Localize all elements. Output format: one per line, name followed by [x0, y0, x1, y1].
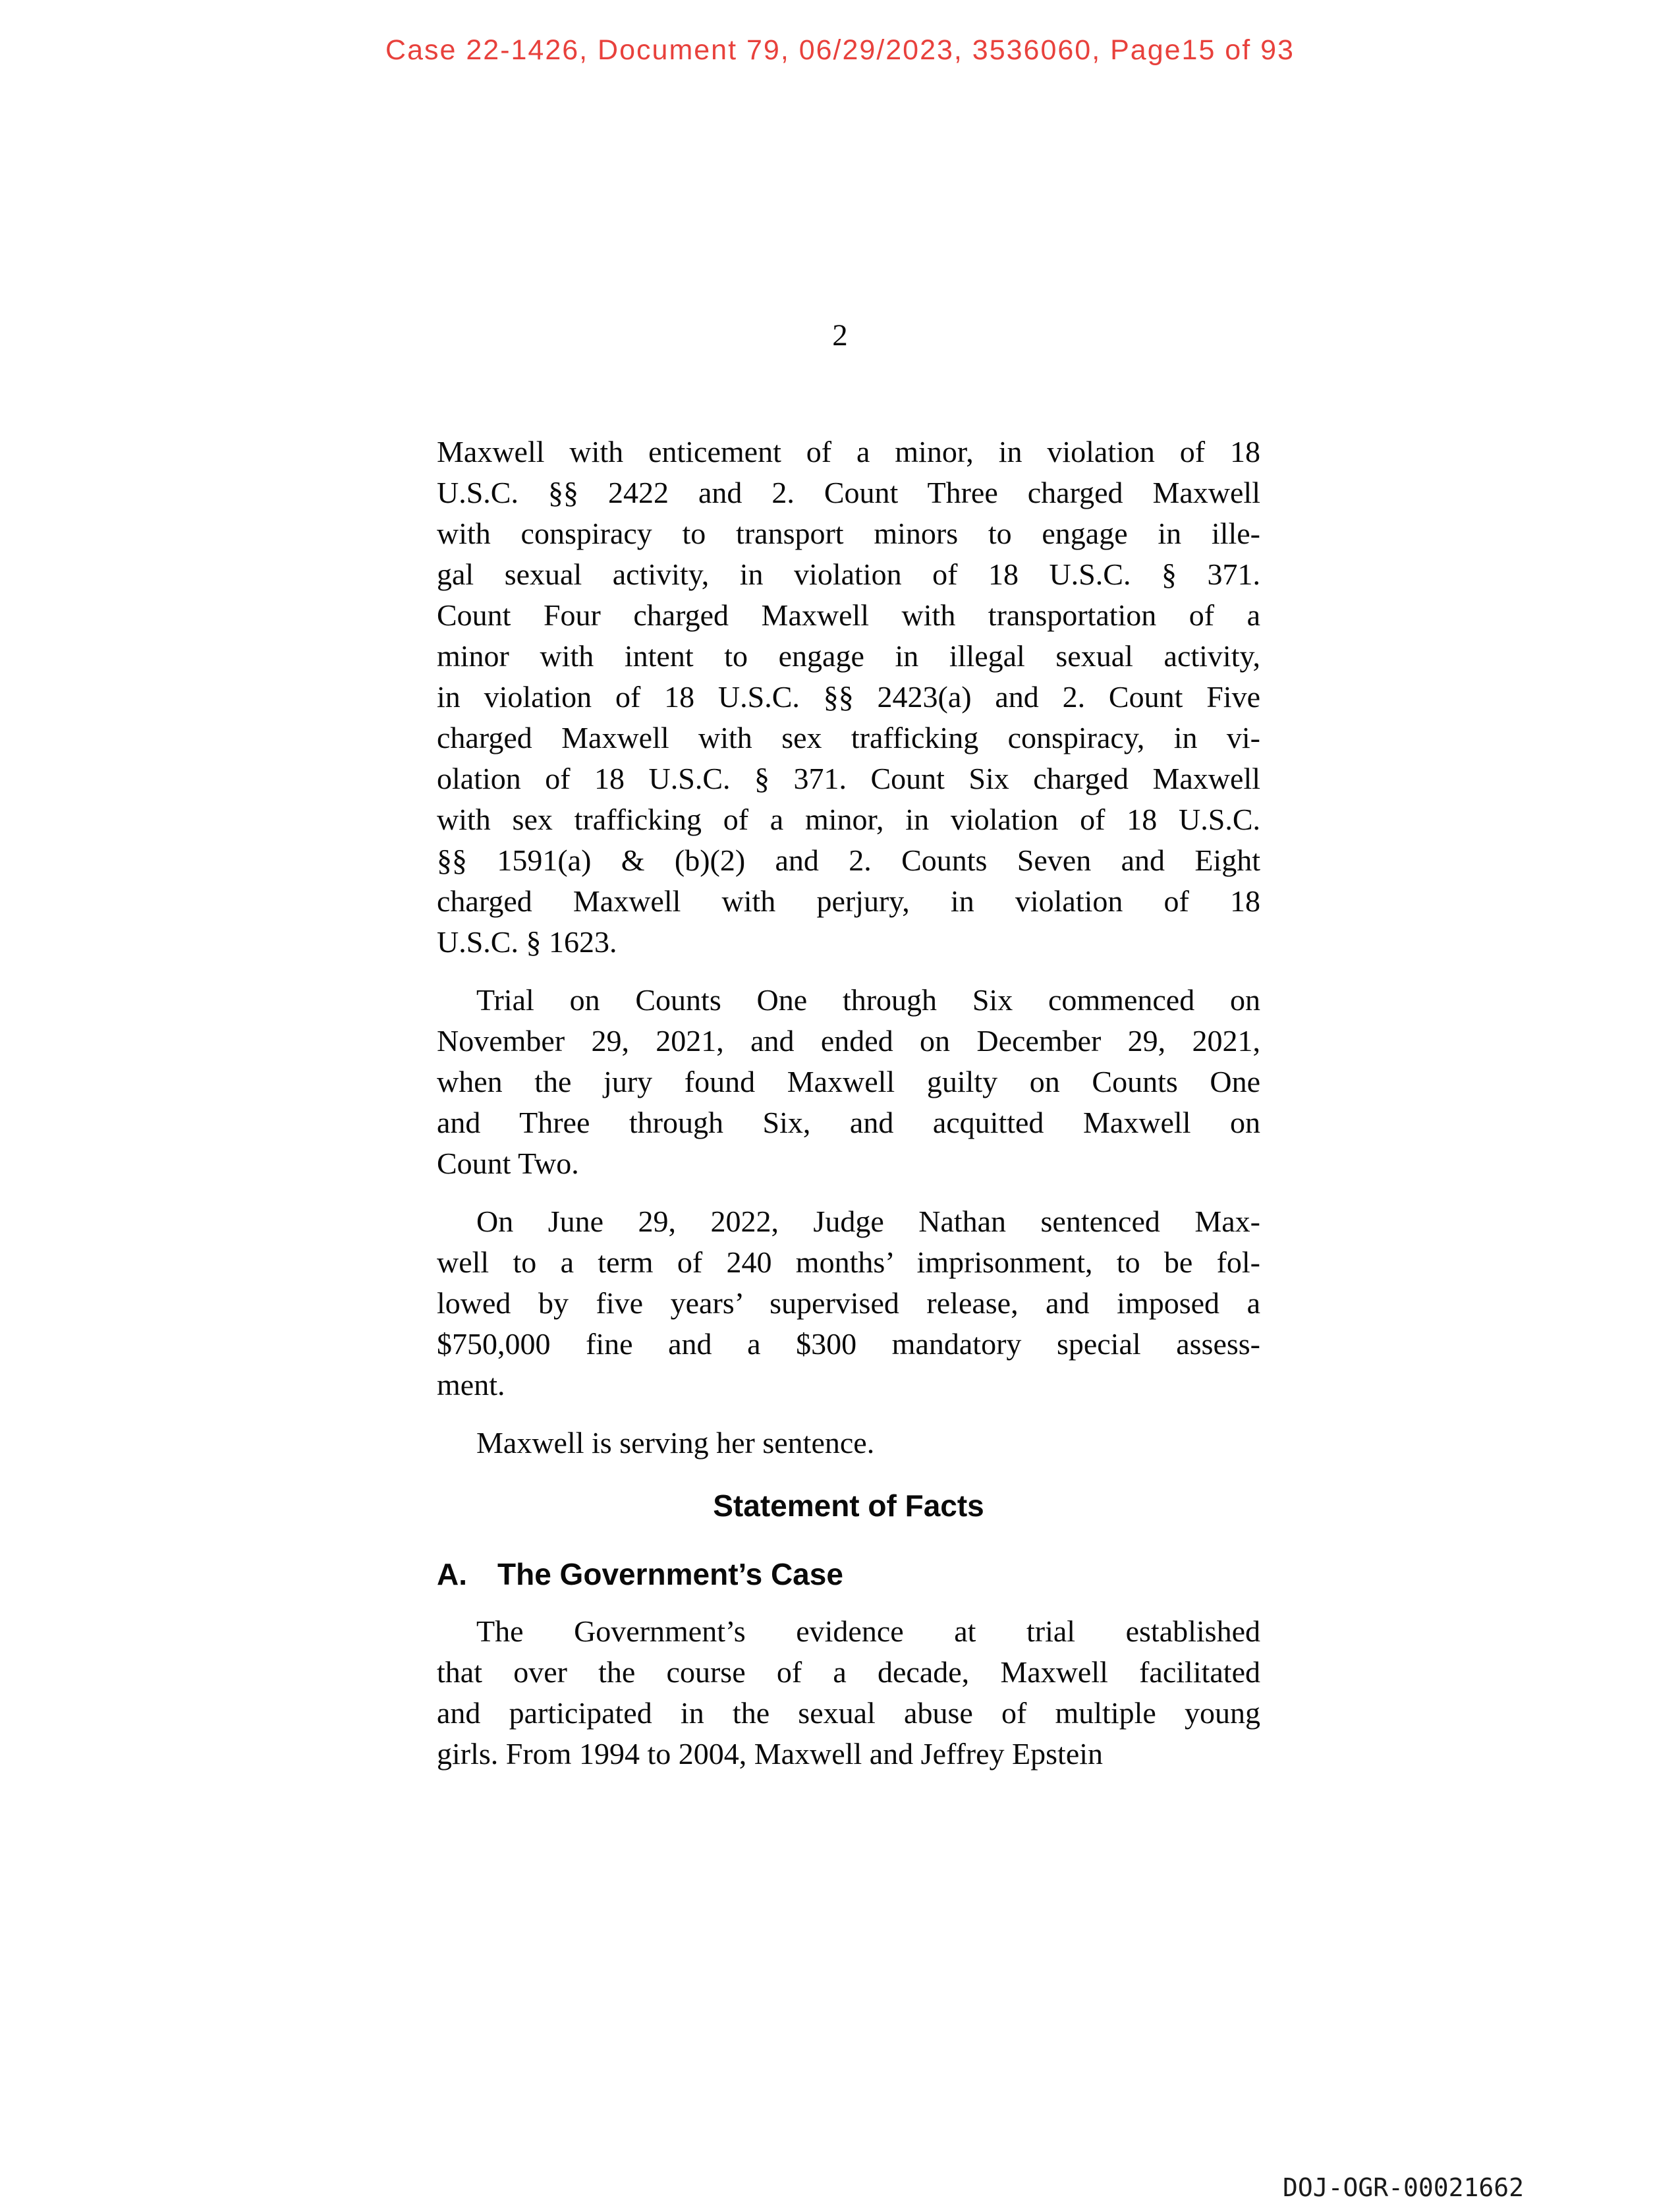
case-header-stamp: Case 22-1426, Document 79, 06/29/2023, 3536060, Page15 of 93 [385, 34, 1295, 66]
text-line: when the jury found Maxwell guilty on Counts One [437, 1065, 1260, 1098]
text-line: The Government’s evidence at trial established [476, 1614, 1260, 1648]
text-line: Maxwell is serving her sentence. [476, 1426, 875, 1460]
subsection-heading-governments-case [437, 1556, 1260, 1593]
paragraph-serving-sentence [437, 1423, 1260, 1463]
subsection-title: The Government’s Case [497, 1557, 843, 1591]
text-line: well to a term of 240 months’ imprisonment, to be fol- [437, 1245, 1260, 1279]
text-line: minor with intent to engage in illegal sexual activity, [437, 639, 1260, 673]
text-line: and Three through Six, and acquitted Maxwell on [437, 1106, 1260, 1139]
text-line: with conspiracy to transport minors to engage in ille- [437, 517, 1260, 550]
paragraph-trial-verdict [437, 980, 1260, 1184]
paragraph-sentencing [437, 1201, 1260, 1405]
page-number: 2 [832, 318, 848, 353]
text-line: charged Maxwell with perjury, in violation of 18 [437, 884, 1260, 918]
text-line: charged Maxwell with sex trafficking conspiracy, in vi- [437, 721, 1260, 754]
text-line: Count Two. [437, 1147, 579, 1180]
text-line: in violation of 18 U.S.C. §§ 2423(a) and 2. Count Five [437, 680, 1260, 714]
text-line: Trial on Counts One through Six commenced on [476, 983, 1260, 1017]
document-body [437, 432, 1260, 1792]
text-line: girls. From 1994 to 2004, Maxwell and Jeffrey Epstein [437, 1737, 1104, 1771]
text-line: U.S.C. § 1623. [437, 925, 617, 959]
paragraph-counts-charged [437, 432, 1260, 963]
text-line: §§ 1591(a) & (b)(2) and 2. Counts Seven and Eight [437, 843, 1260, 877]
text-line: November 29, 2021, and ended on December 29, 2021, [437, 1024, 1260, 1058]
text-line: ment. [437, 1368, 505, 1402]
text-line: with sex trafficking of a minor, in violation of 18 U.S.C. [437, 803, 1260, 836]
text-line: and participated in the sexual abuse of multiple young [437, 1696, 1260, 1730]
subsection-label: A. [437, 1557, 467, 1591]
text-line: U.S.C. §§ 2422 and 2. Count Three charged Maxwell [437, 476, 1260, 509]
text-line: that over the course of a decade, Maxwell facilitated [437, 1655, 1260, 1689]
text-line: Maxwell with enticement of a minor, in violation of 18 [437, 435, 1260, 468]
bates-number: DOJ-OGR-00021662 [1282, 2173, 1524, 2202]
text-line: olation of 18 U.S.C. § 371. Count Six charged Maxwell [437, 762, 1260, 795]
text-line: $750,000 fine and a $300 mandatory special assess- [437, 1327, 1260, 1361]
section-heading-statement-of-facts: Statement of Facts [713, 1489, 984, 1523]
text-line: On June 29, 2022, Judge Nathan sentenced Max- [476, 1205, 1260, 1238]
paragraph-government-evidence [437, 1611, 1260, 1774]
text-line: gal sexual activity, in violation of 18 U.S.C. § 371. [437, 557, 1260, 591]
text-line: Count Four charged Maxwell with transportation of a [437, 598, 1260, 632]
text-line: lowed by five years’ supervised release, and imposed a [437, 1286, 1260, 1320]
